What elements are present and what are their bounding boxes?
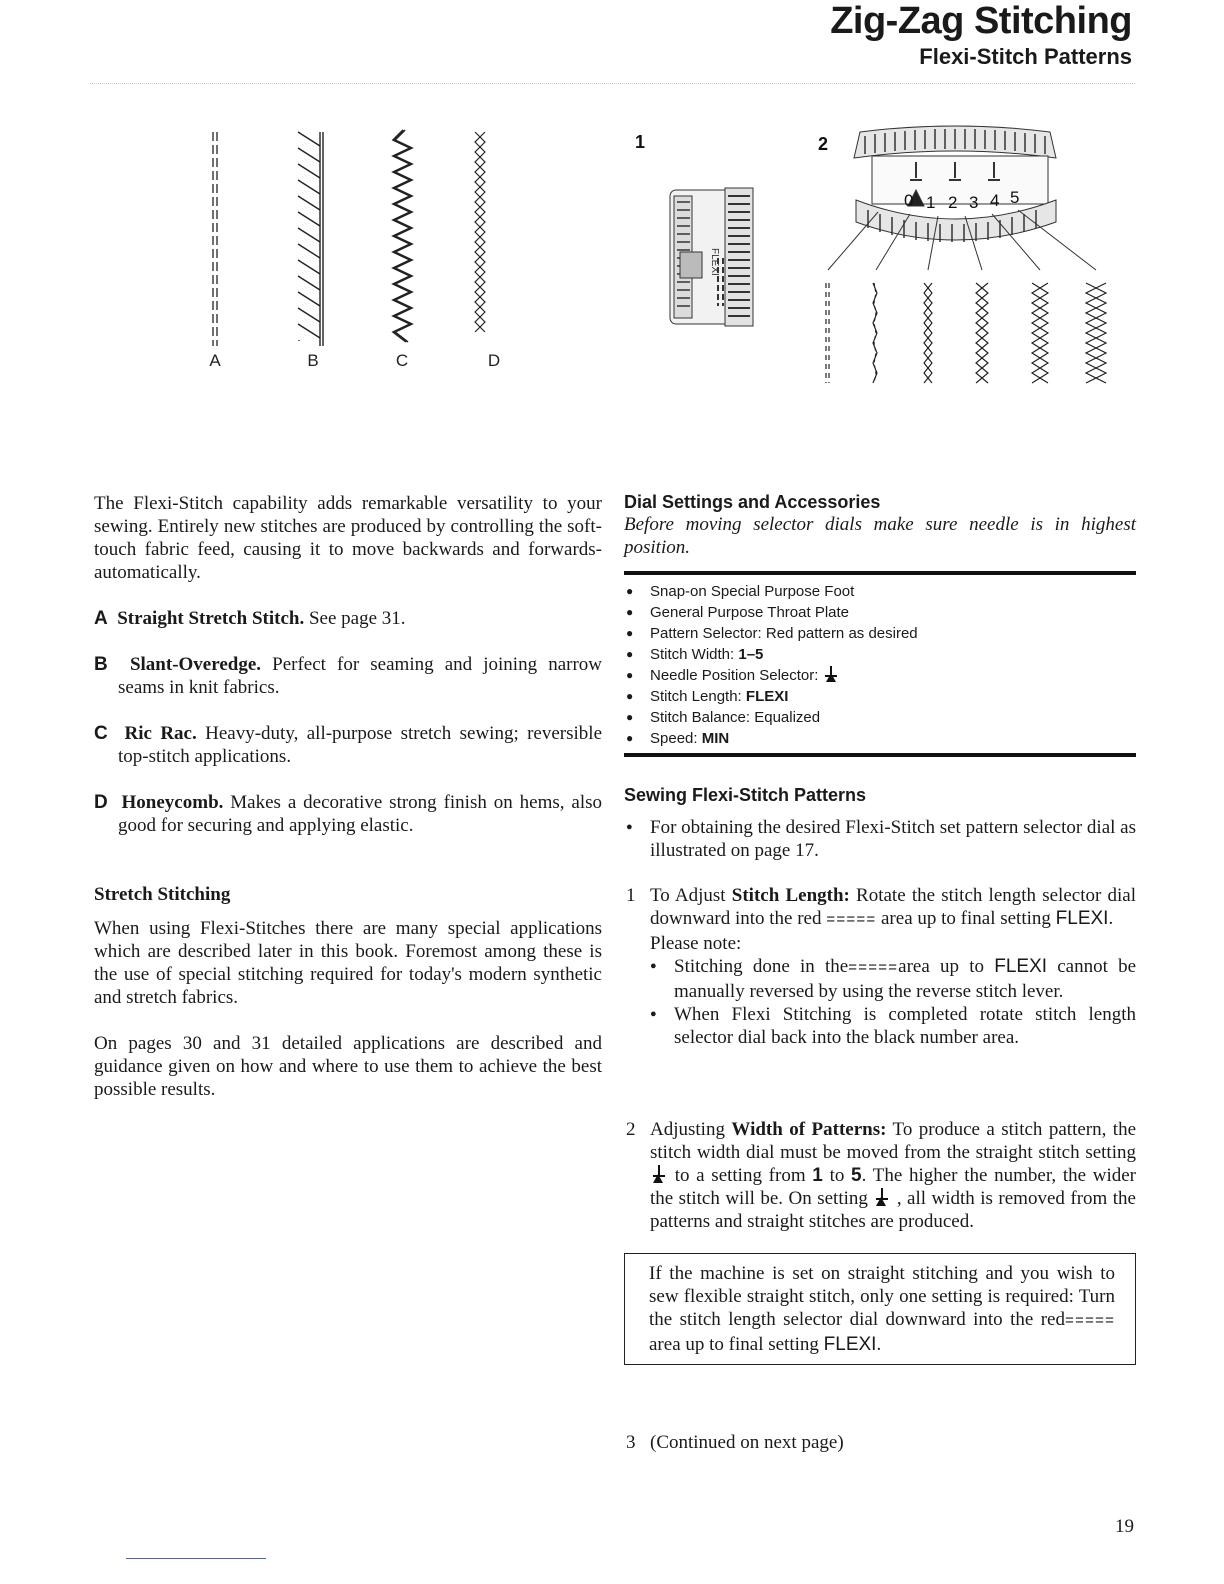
step-1-flexi: FLEXI	[1055, 908, 1109, 929]
setting-stitch-width-value: 1–5	[738, 646, 764, 663]
setting-speed-label: Speed:	[650, 730, 702, 747]
setting-speed	[624, 728, 1136, 749]
straight-stitch-icon	[650, 1164, 668, 1184]
setting-stitch-length	[624, 686, 1136, 707]
dial-settings-heading: Dial Settings and Accessories	[624, 492, 881, 512]
step-1-sub-1-dashes: =====	[848, 960, 899, 977]
setting-stitch-width	[624, 644, 1136, 665]
intro-paragraph: The Flexi-Stitch capability adds remarkable versatility to your sewing. Entirely new stitches are produced by controlling the soft-touch fabric feed, causing it to move backwards and forwards-automatically.	[94, 493, 602, 583]
callout-2: 2	[818, 134, 829, 154]
item-d	[94, 791, 602, 837]
step-1-sub-1-b: area up to	[898, 956, 984, 977]
step-2-text-c: . The higher the number, the wider the stitch will be. On setting	[650, 1165, 1136, 1209]
stretch-paragraph-2: On pages 30 and 31 detailed applications are described and guidance given on how and where to use them to achieve the best possible results.	[94, 1033, 602, 1100]
stretch-paragraph-1: When using Flexi-Stitches there are many special applications which are described later in this book. Foremost among these is the use of special stitching required for today's modern synthetic and stretch fabrics.	[94, 918, 602, 1008]
step-2-pre: Adjusting	[650, 1119, 732, 1140]
setting-stitch-length-label: Stitch Length:	[650, 688, 746, 705]
straight-stitch-icon-2	[873, 1187, 891, 1207]
stitch-samples-figure	[180, 120, 540, 380]
setting-needle-position-label: Needle Position Selector:	[650, 667, 823, 684]
note-end: .	[876, 1334, 882, 1355]
item-a	[94, 607, 602, 630]
item-a-title: Straight Stretch Stitch.	[117, 608, 305, 629]
item-b-text: Perfect for seaming and joining narrow seams in knit fabrics.	[118, 654, 602, 698]
needle-center-icon	[823, 665, 839, 683]
setting-throat-plate: ● General Purpose Throat Plate	[624, 602, 1136, 623]
item-d-text: Makes a decorative strong finish on hems, also good for securing and applying elastic.	[118, 792, 602, 836]
header-divider	[90, 83, 1135, 84]
setting-stitch-width-label: Stitch Width:	[650, 646, 739, 663]
step-1-note-label: Please note:	[650, 933, 742, 954]
step-1-end: .	[1108, 908, 1114, 929]
stitch-c-ric-rac	[393, 130, 412, 342]
step-1-text-a: Rotate the stitch length selector dial downward into the red	[650, 885, 1136, 929]
left-column	[94, 492, 602, 1101]
item-c-title: Ric Rac.	[124, 723, 197, 744]
width-number-0: 0	[904, 191, 914, 210]
step-1-number: 1	[626, 885, 636, 906]
page-number: 19	[1115, 1516, 1134, 1537]
step-1-sub-1-flexi: FLEXI	[994, 956, 1048, 977]
step-1-sub-1	[624, 955, 1136, 1003]
dial-flexi-mark: FLEXI	[709, 248, 720, 276]
step-1-sub-1-a: Stitching done in the	[674, 956, 849, 977]
width-number-3: 3	[969, 193, 979, 212]
note-flexi: FLEXI	[823, 1334, 877, 1355]
stitch-b-slant-overedge	[298, 132, 323, 346]
note-text-a: If the machine is set on straight stitching and you wish to sew flexible straight stitch, only one setting is required: Turn the stitch length selector dial downward into the red	[649, 1263, 1115, 1330]
footer-rule	[126, 1558, 266, 1559]
stitch-a-straight-stretch	[213, 132, 217, 346]
step-3-number: 3	[626, 1432, 636, 1453]
step-1-bold: Stitch Length:	[731, 885, 850, 906]
note-dashes: =====	[1064, 1313, 1115, 1330]
stitch-width-dial	[854, 126, 1056, 242]
step-2-to: to	[822, 1165, 852, 1186]
callout-1: 1	[635, 132, 646, 152]
step-1-dashes: =====	[826, 912, 877, 929]
stitch-label-d: D	[487, 351, 501, 370]
item-c	[94, 722, 602, 768]
step-1-sub-1-c: cannot be manually reversed by using the reverse stitch lever.	[674, 956, 1137, 1002]
note-text-b: area up to final setting	[649, 1334, 819, 1355]
step-2-bold: Width of Patterns:	[731, 1119, 887, 1140]
stitch-d-honeycomb	[475, 132, 485, 332]
settings-list-box	[624, 571, 1136, 757]
step-1-pre: To Adjust	[650, 885, 732, 906]
page-title: Zig-Zag Stitching	[830, 0, 1132, 42]
width-preview-stitches	[826, 283, 1106, 383]
item-c-letter: C	[94, 723, 108, 744]
step-2-n5: 5	[851, 1165, 862, 1186]
flexible-straight-stitch-note	[624, 1253, 1136, 1365]
step-2	[624, 1118, 1136, 1233]
item-d-title: Honeycomb.	[121, 792, 224, 813]
item-a-text: See page 31.	[304, 608, 406, 629]
stitch-label-b: B	[307, 351, 319, 370]
dial-caution: Before moving selector dials make sure needle is in highest position.	[624, 514, 1136, 558]
width-number-4: 4	[990, 191, 1000, 210]
width-number-2: 2	[948, 193, 958, 212]
item-d-letter: D	[94, 792, 108, 813]
width-number-5: 5	[1010, 188, 1020, 207]
sewing-heading: Sewing Flexi-Stitch Patterns	[624, 785, 867, 805]
sewing-bullet: ● For obtaining the desired Flexi-Stitch set pattern selector dial as illustrated on page 17.	[624, 816, 1136, 862]
step-3	[624, 1431, 1136, 1454]
setting-stitch-balance: ● Stitch Balance: Equalized	[624, 707, 1136, 728]
right-column	[624, 492, 1136, 1454]
step-1-text-b: area up to final setting	[876, 908, 1056, 929]
step-2-text-a: To produce a stitch pattern, the stitch width dial must be moved from the straight stitch setting	[650, 1119, 1137, 1163]
setting-pattern-selector: ● Pattern Selector: Red pattern as desired	[624, 623, 1136, 644]
step-2-number: 2	[626, 1119, 636, 1140]
setting-needle-position	[624, 665, 1136, 686]
item-c-text: Heavy-duty, all-purpose stretch sewing; reversible top-stitch applications.	[118, 723, 603, 767]
setting-stitch-length-value: FLEXI	[745, 688, 789, 705]
step-1	[624, 884, 1136, 932]
stretch-heading: Stretch Stitching	[94, 884, 231, 905]
dial-settings-figure	[620, 118, 1120, 398]
step-1-sub-2: ● When Flexi Stitching is completed rotate stitch length selector dial back into the black number area.	[624, 1003, 1136, 1049]
item-b-letter: B	[94, 654, 108, 675]
item-a-letter: A	[94, 608, 108, 629]
item-b	[94, 653, 602, 699]
item-b-title: Slant-Overedge.	[129, 654, 262, 675]
step-2-text-b: to a setting from	[668, 1165, 813, 1186]
page-subtitle: Flexi-Stitch Patterns	[919, 44, 1132, 69]
stitch-label-c: C	[395, 351, 409, 370]
setting-speed-value: MIN	[701, 730, 730, 747]
stitch-label-a: A	[209, 351, 221, 370]
step-3-text: (Continued on next page)	[650, 1432, 844, 1453]
setting-foot: ● Snap-on Special Purpose Foot	[624, 581, 1136, 602]
stitch-length-dial	[670, 188, 753, 326]
step-2-n1: 1	[812, 1165, 823, 1186]
width-number-1: 1	[926, 193, 936, 212]
step-2-text-d: , all width is removed from the patterns and straight stitches are produced.	[650, 1188, 1136, 1232]
